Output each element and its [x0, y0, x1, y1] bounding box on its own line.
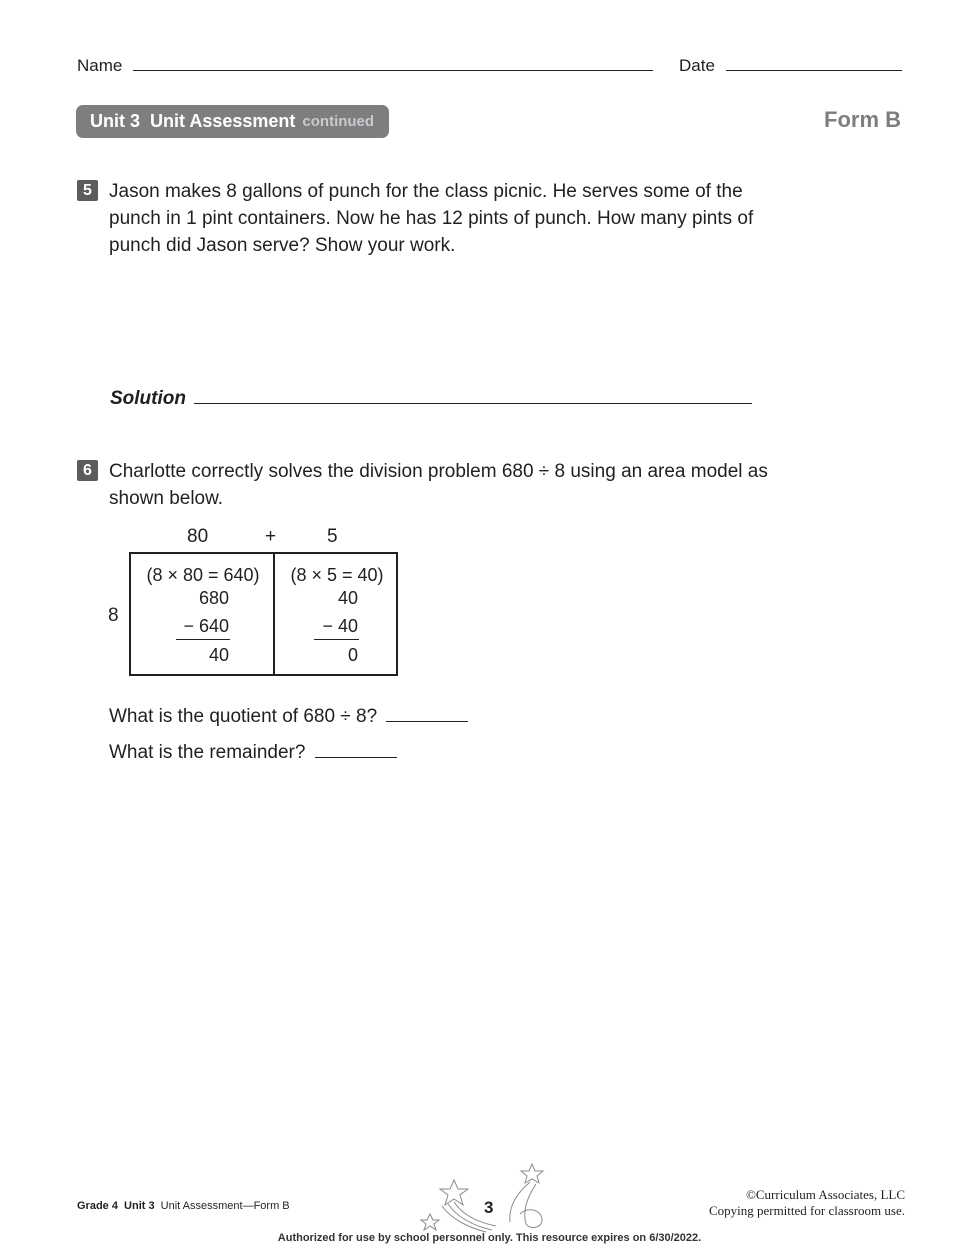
quotient-prompt: What is the quotient of 680 ÷ 8?: [109, 706, 378, 727]
name-input-line[interactable]: [133, 70, 653, 71]
question-5-text: Jason makes 8 gallons of punch for the class picnic. He serves some of the punch in 1 pint containers. Now he has 12 pints of punch. How many pints of punch did Jason serve? Show your work.: [109, 181, 754, 256]
unit-banner: [76, 105, 389, 138]
right-cell-subtract: − 40: [322, 616, 358, 636]
solution-row: [110, 388, 752, 410]
date-label: Date: [679, 56, 715, 75]
question-number-badge: 5: [77, 180, 98, 201]
form-label: Form B: [824, 107, 901, 132]
footer-title: Unit Assessment—Form B: [160, 1200, 290, 1212]
footer-copy-permission: Copying permitted for classroom use.: [708, 1203, 905, 1218]
footer-grade: Grade 4: [77, 1200, 118, 1212]
name-label: Name: [77, 56, 123, 75]
right-cell-equation: (8 × 5 = 40): [290, 565, 384, 585]
quotient-prompt-row: [109, 706, 468, 728]
remainder-answer-line[interactable]: [315, 757, 397, 758]
solution-label: Solution: [110, 388, 186, 409]
area-model-plus-sign: +: [265, 526, 277, 547]
area-model-divider: [273, 552, 275, 676]
date-input-line[interactable]: [726, 70, 902, 71]
question-number-badge: 6: [77, 460, 98, 481]
quotient-answer-line[interactable]: [386, 721, 468, 722]
authorization-notice: Authorized for use by school personnel only. This resource expires on 6/30/2022.: [277, 1232, 702, 1244]
unit-label: Unit 3: [90, 111, 141, 131]
date-field-row: [679, 56, 902, 76]
remainder-prompt: What is the remainder?: [109, 742, 306, 763]
remainder-prompt-row: [109, 742, 397, 764]
area-model-side-label: 8: [108, 605, 119, 626]
left-cell-dividend: 680: [198, 588, 229, 608]
footer-copyright: ©Curriculum Associates, LLC: [746, 1187, 905, 1202]
continued-label: continued: [302, 113, 375, 130]
left-cell-rule: [176, 639, 230, 640]
assessment-label: Unit Assessment: [150, 111, 296, 131]
left-cell-subtract: − 640: [183, 616, 229, 636]
page-number: 3: [484, 1198, 494, 1217]
right-cell-rule: [314, 639, 359, 640]
footer-unit: Unit 3: [124, 1200, 155, 1212]
footer-right: [709, 1187, 905, 1219]
right-cell-result: 0: [347, 645, 358, 665]
footer-left: [77, 1200, 290, 1212]
solution-answer-line[interactable]: [194, 403, 752, 404]
left-cell-equation: (8 × 80 = 640): [146, 565, 260, 585]
question-6-text: Charlotte correctly solves the division problem 680 ÷ 8 using an area model as shown below.: [109, 461, 768, 509]
area-model-top-left-label: 80: [187, 526, 209, 547]
left-cell-result: 40: [208, 645, 229, 665]
area-model-top-right-label: 5: [327, 526, 338, 547]
right-cell-dividend: 40: [337, 588, 358, 608]
name-field-row: [77, 56, 653, 76]
